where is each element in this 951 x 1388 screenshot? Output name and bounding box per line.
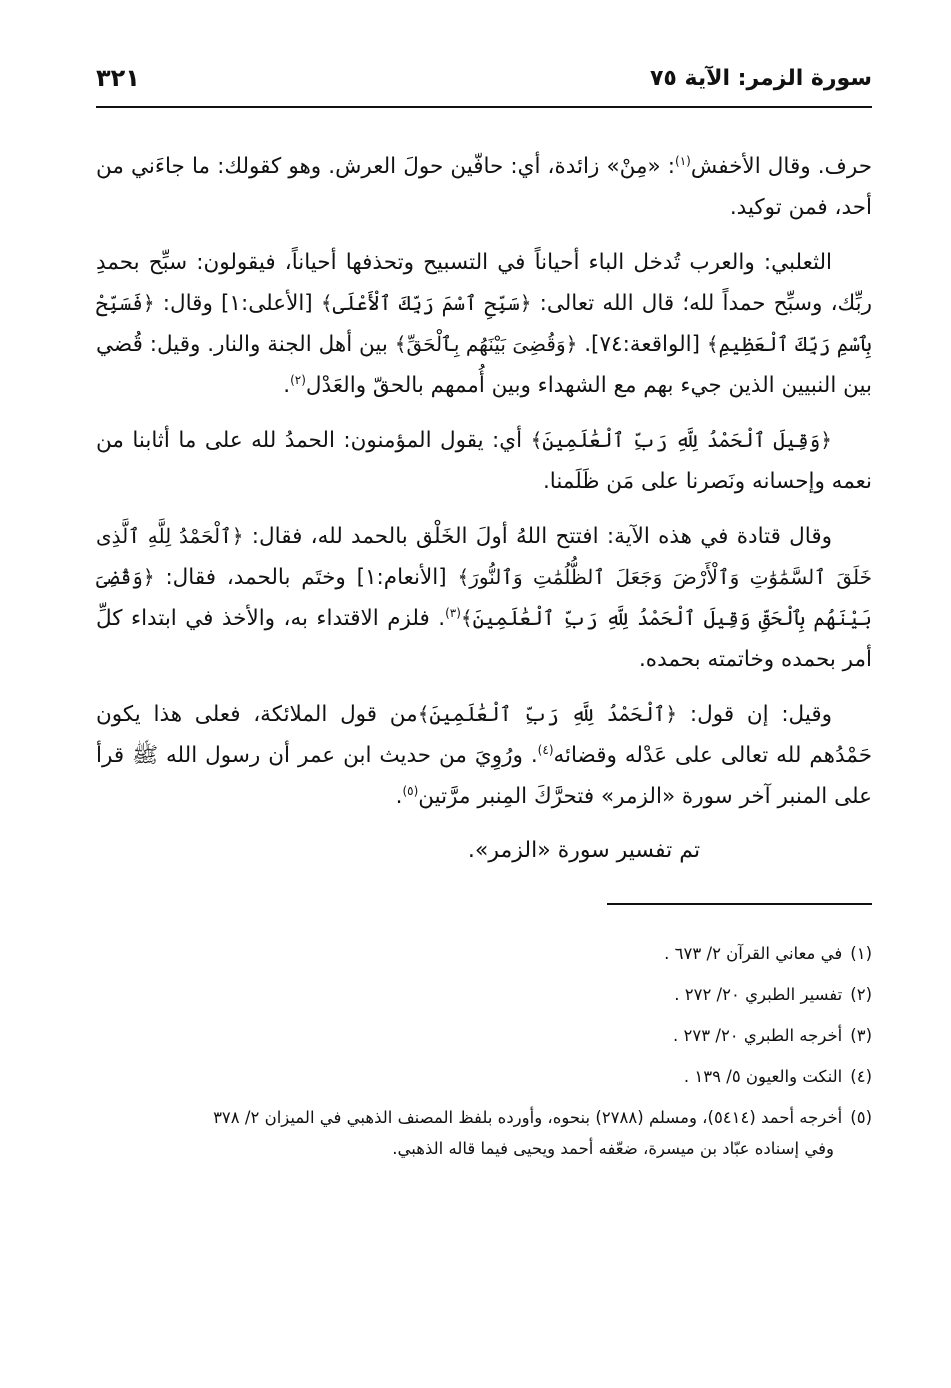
paragraph-3 bbox=[96, 420, 872, 502]
running-title: سورة الزمر: الآية ٧٥ bbox=[649, 66, 872, 91]
paragraph-2-text-a: الثعلبي: والعرب تُدخل الباء أحياناً في التسبيح وتحذفها أحياناً، فيقولون: سبِّح بحمدِ ربِّك، وسبِّح حمداً لله؛ قال الله تعالى: bbox=[96, 250, 872, 316]
footnote-number: (١) bbox=[850, 944, 872, 963]
footnote-3 bbox=[96, 1015, 872, 1056]
paragraph-1-rest: : «مِنْ» زائدة، أي: حافّين حولَ العرش. وهو كقولك: ما جاءَني من أحد، فمن توكيد. bbox=[96, 154, 872, 220]
paragraph-3-text: أي: يقول المؤمنون: الحمدُ لله على ما أثابنا من نعمه وإحسانه ونَصرنا على مَن ظَلَمنا. bbox=[96, 428, 872, 494]
paragraph-2-text-b: بين أهل الجنة والنار. وقيل: قُضي بين النبيين الذين جيء بهم مع الشهداء وبين أُممهم بالحقّ والعَدْل bbox=[96, 332, 872, 398]
footnote-ref-4: (٤) bbox=[537, 742, 554, 757]
surah-closing-line: تم تفسير سورة «الزمر». bbox=[467, 838, 701, 863]
paragraph-5-end: . bbox=[395, 784, 403, 809]
paragraph-5 bbox=[96, 694, 872, 817]
paragraph-4-citation: [الأنعام:١] وختَم بالحمد، فقال: bbox=[165, 565, 447, 590]
footnote-divider bbox=[607, 903, 872, 905]
footnote-ref-1: (١) bbox=[675, 153, 691, 168]
paragraph-2-end: . bbox=[283, 373, 291, 398]
paragraph-4-text-b: . فلزم الاقتداء به، والأخذ في ابتداء كلِّ أمر بحمده وخاتمته بحمده. bbox=[96, 606, 872, 672]
footnote-text: النكت والعيون ٥/ ١٣٩ . bbox=[683, 1067, 843, 1086]
footnote-number: (٤) bbox=[850, 1067, 872, 1086]
page-header bbox=[96, 52, 872, 108]
footnotes-list bbox=[96, 933, 872, 1166]
book-page bbox=[96, 52, 872, 1342]
paragraph-5-text-a: وقيل: إن قول: bbox=[689, 702, 832, 727]
quran-verse-al-ala: ﴿سَبِّحِ ٱسْمَ رَبِّكَ ٱلْأَعْلَى﴾ bbox=[320, 291, 532, 315]
footnote-ref-5: (٥) bbox=[402, 783, 419, 798]
footnote-4 bbox=[96, 1056, 872, 1097]
footnote-number: (٥) bbox=[850, 1108, 872, 1127]
paragraph-5-text-b: من قول الملائكة، فعلى هذا يكون حَمْدُهم لله تعالى على عَدْله وقضائه bbox=[96, 702, 873, 768]
quran-verse-al-waqia: ﴿فَسَبِّحْ بِٱسْمِ رَبِّكَ ٱلْعَظِيمِ﴾ bbox=[96, 291, 872, 356]
footnote-text: أخرجه الطبري ٢٠/ ٢٧٣ . bbox=[673, 1026, 843, 1045]
quran-verse-al-anam: ﴿ٱلْحَمْدُ لِلَّهِ ٱلَّذِى خَلَقَ ٱلسَّمَٰوَٰتِ وَٱلْأَرْضَ وَجَعَلَ ٱلظُّلُمَٰتِ وَٱلنُّورَ﴾ bbox=[96, 524, 872, 589]
footnote-text: أخرجه أحمد (٥٤١٤)، ومسلم (٢٧٨٨) بنحوه، وأورده بلفظ المصنف الذهبي في الميزان ٢/ ٣٧٨ bbox=[213, 1108, 843, 1127]
quran-verse-alhamd: ﴿ٱلْحَمْدُ لِلَّهِ رَبِّ ٱلْعَٰلَمِينَ﴾ bbox=[417, 702, 678, 726]
paragraph-2-citation-1: [الأعلى:١] وقال: bbox=[162, 291, 313, 316]
paragraph-4-text-a: وقال قتادة في هذه الآية: افتتح اللهُ أولَ الخَلْق بالحمد لله، فقال: bbox=[251, 524, 832, 549]
quran-verse-qudiya: ﴿وَقُضِىَ بَيْنَهُم بِٱلْحَقِّ﴾ bbox=[394, 332, 578, 356]
footnote-2 bbox=[96, 974, 872, 1015]
footnote-ref-2: (٢) bbox=[290, 372, 306, 387]
paragraph-1 bbox=[96, 146, 872, 228]
paragraph-4 bbox=[96, 516, 872, 680]
footnote-1 bbox=[96, 933, 872, 974]
paragraph-1-text: حرف. وقال الأخفش bbox=[690, 154, 872, 179]
footnote-ref-3: (٣) bbox=[445, 605, 461, 620]
paragraph-2 bbox=[96, 242, 872, 406]
footnote-text: في معاني القرآن ٢/ ٦٧٣ . bbox=[664, 944, 843, 963]
body-text bbox=[96, 146, 872, 871]
footnote-text-continued: وفي إسناده عبّاد بن ميسرة، ضعّفه أحمد ويحيى فيما قاله الذهبي. bbox=[392, 1139, 834, 1158]
quran-verse-qudiya-alhamd: ﴿وَقُضِىَ بَيْنَهُم بِٱلْحَقِّ وَقِيلَ ٱلْحَمْدُ لِلَّهِ رَبِّ ٱلْعَٰلَمِينَ﴾ bbox=[96, 565, 872, 630]
footnote-number: (٣) bbox=[850, 1026, 872, 1045]
footnote-5 bbox=[96, 1097, 872, 1166]
quran-verse-qila-alhamd: ﴿وَقِيلَ ٱلْحَمْدُ لِلَّهِ رَبِّ ٱلْعَٰلَمِينَ﴾ bbox=[530, 428, 832, 452]
footnote-text: تفسير الطبري ٢٠/ ٢٧٢ . bbox=[674, 985, 843, 1004]
footnote-number: (٢) bbox=[850, 985, 872, 1004]
paragraph-5-text-c: . ورُوِيَ من حديث ابن عمر أن رسول الله ﷺ قرأ على المنبر آخر سورة «الزمر» فتحرَّكَ المِنبر مرَّتين bbox=[96, 743, 872, 809]
page-number: ٣٢١ bbox=[96, 64, 140, 92]
paragraph-2-citation-2: [الواقعة:٧٤]. bbox=[584, 332, 700, 357]
